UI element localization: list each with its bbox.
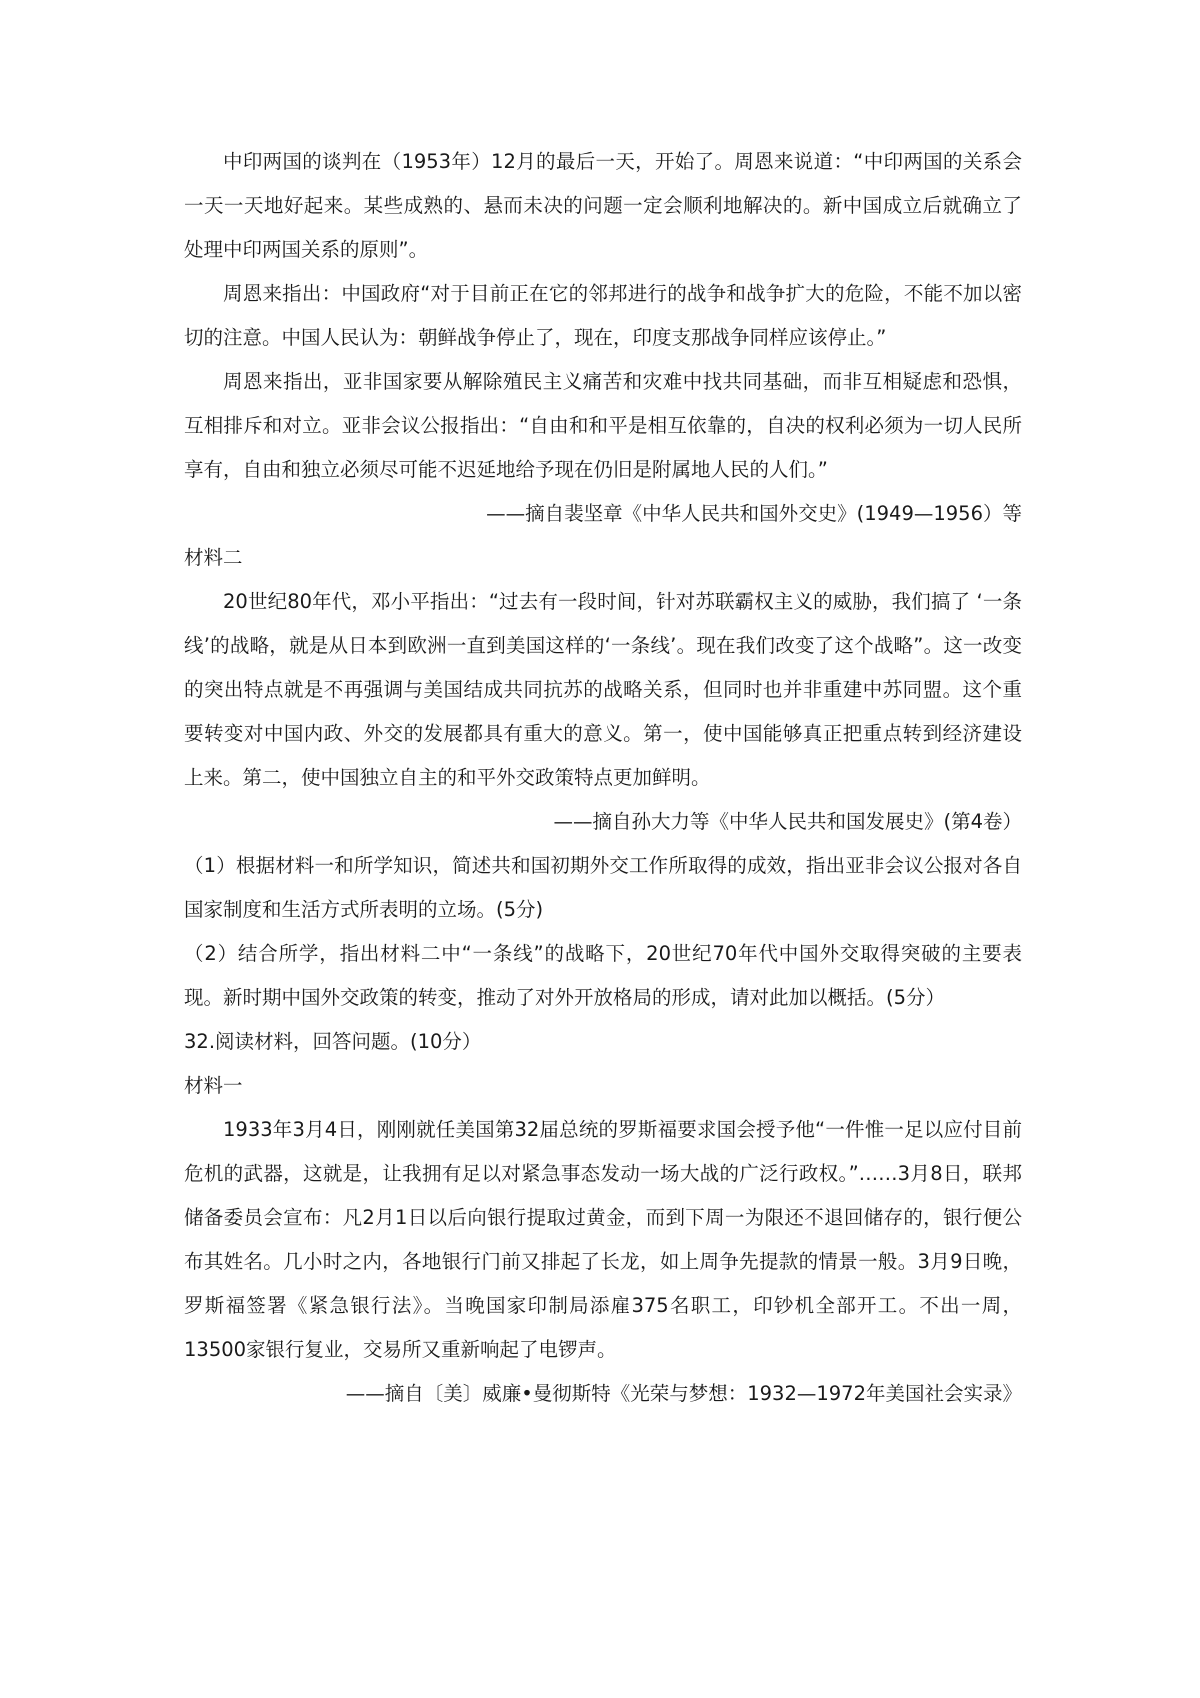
question-2: （2）结合所学，指出材料二中“一条线”的战略下，20世纪70年代中国外交取得突破的主要表现。新时期中国外交政策的转变，推动了对外开放格局的形成，请对此加以概括。(5分） [184,942,1022,1009]
document-page [184,140,1022,1416]
material1-source: ——摘自裴坚章《中华人民共和国外交史》(1949—1956）等 [486,502,1022,525]
question-32-title: 32.阅读材料，回答问题。(10分） [184,1030,482,1053]
material1-paragraph-2: 周恩来指出：中国政府“对于目前正在它的邻邦进行的战争和战争扩大的危险，不能不加以密切的注意。中国人民认为：朝鲜战争停止了，现在，印度支那战争同样应该停止。” [184,282,1022,349]
question-32-material-label: 材料一 [184,1074,243,1097]
question-32-source: ——摘自〔美〕威廉•曼彻斯特《光荣与梦想：1932—1972年美国社会实录》 [345,1382,1022,1405]
material2-label: 材料二 [184,546,243,569]
material1-paragraph-3: 周恩来指出，亚非国家要从解除殖民主义痛苦和灾难中找共同基础，而非互相疑虑和恐惧，互相排斥和对立。亚非会议公报指出：“自由和和平是相互依靠的，自决的权利必须为一切人民所享有，自由和独立必须尽可能不迟延地给予现在仍旧是附属地人民的人们。” [184,370,1022,481]
material2-source: ——摘自孙大力等《中华人民共和国发展史》(第4卷） [553,810,1022,833]
material2-paragraph-1: 20世纪80年代，邓小平指出：“过去有一段时间，针对苏联霸权主义的威胁，我们搞了 ‘一条线’的战略，就是从日本到欧洲一直到美国这样的‘一条线’。现在我们改变了这个战略”。这一改变的突出特点就是不再强调与美国结成共同抗苏的战略关系，但同时也并非重建中苏同盟。这个重要转变对中国内政、外交的发展都具有重大的意义。第一，使中国能够真正把重点转到经济建设上来。第二，使中国独立自主的和平外交政策特点更加鲜明。 [184,590,1022,789]
material1-paragraph-1: 中印两国的谈判在（1953年）12月的最后一天，开始了。周恩来说道：“中印两国的关系会一天一天地好起来。某些成熟的、悬而未决的问题一定会顺利地解决的。新中国成立后就确立了处理中印两国关系的原则”。 [184,150,1022,261]
question-32-paragraph-1: 1933年3月4日，刚刚就任美国第32届总统的罗斯福要求国会授予他“一件惟一足以应付目前危机的武器，这就是，让我拥有足以对紧急事态发动一场大战的广泛行政权。”……3月8日，联邦储备委员会宣布：凡2月1日以后向银行提取过黄金，而到下周一为限还不退回储存的，银行便公布其姓名。几小时之内，各地银行门前又排起了长龙，如上周争先提款的情景一般。3月9日晚，罗斯福签署《紧急银行法》。当晚国家印制局添雇375名职工，印钞机全部开工。不出一周，13500家银行复业，交易所又重新响起了电锣声。 [184,1118,1022,1361]
question-1: （1）根据材料一和所学知识，简述共和国初期外交工作所取得的成效，指出亚非会议公报对各自国家制度和生活方式所表明的立场。(5分) [184,854,1022,921]
